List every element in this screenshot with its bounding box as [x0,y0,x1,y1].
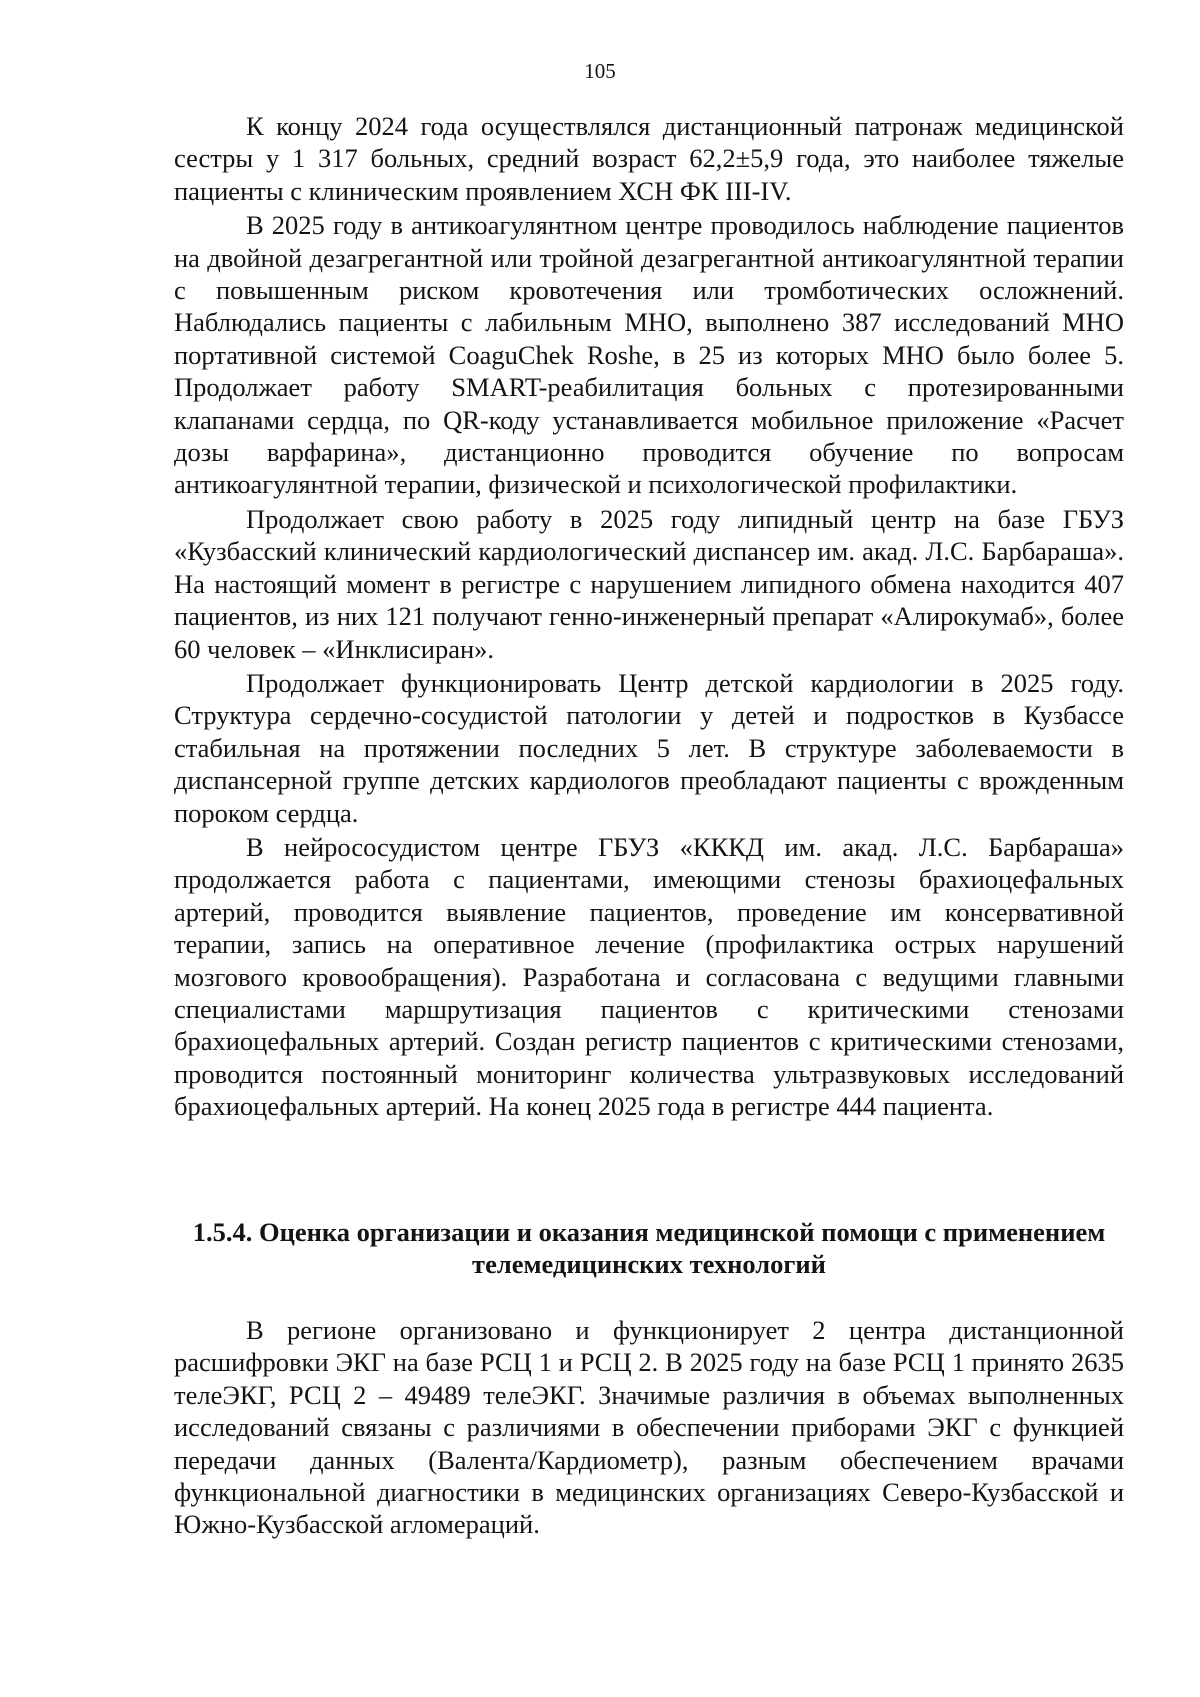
body-text-bottom [174,1314,1124,1541]
paragraph-anticoagulant-center: В 2025 году в антикоагулянтном центре проводилось наблюдение пациентов на двойной дезагрегантной или тройной дезагрегантной антикоагулянтной терапии с повышенным риском кровотечения или тромботических осложнений. Наблюдались пациенты с лабильным МНО, выполнено 387 исследований МНО портативной системой CoaguChek Roshe, в 25 из которых МНО было более 5. Продолжает работу SMART-реабилитация больных с протезированными клапанами сердца, по QR-коду устанавливается мобильное приложение «Расчет дозы варфарина», дистанционно проводится обучение по вопросам антикоагулянтной терапии, физической и психологической профилактики. [174,210,1124,500]
section-heading: 1.5.4. Оценка организации и оказания медицинской помощи с применением телемедицинских технологий [192,1217,1106,1280]
paragraph-lipid-center: Продолжает свою работу в 2025 году липидный центр на базе ГБУЗ «Кузбасский клинический кардиологический диспансер им. акад. Л.С. Барбараша». На настоящий момент в регистре с нарушением липидного обмена находится 407 пациентов, из них 121 получают генно-инженерный препарат «Алирокумаб», более 60 человек – «Инклисиран». [174,503,1124,664]
paragraph-neurovascular-center: В нейрососудистом центре ГБУЗ «КККД им. акад. Л.С. Барбараша» продолжается работа с пациентами, имеющими стенозы брахиоцефальных артерий, проводится выявление пациентов, проведение им консервативной терапии, запись на оперативное лечение (профилактика острых нарушений мозгового кровообращения). Разработана и согласована с ведущими главными специалистами маршрутизация пациентов с критическими стенозами брахиоцефальных артерий. Создан регистр пациентов с критическими стенозами, проводится постоянный мониторинг количества ультразвуковых исследований брахиоцефальных артерий. На конец 2025 года в регистре 444 пациента. [174,831,1124,1122]
paragraph-pediatric-cardiology: Продолжает функционировать Центр детской кардиологии в 2025 году. Структура сердечно-сосудистой патологии у детей и подростков в Кузбассе стабильная на протяжении последних 5 лет. В структуре заболеваемости в диспансерной группе детских кардиологов преобладают пациенты с врожденным пороком сердца. [174,667,1124,828]
paragraph-telemedicine-ecg: В регионе организовано и функционирует 2 центра дистанционной расшифровки ЭКГ на базе РСЦ 1 и РСЦ 2. В 2025 году на базе РСЦ 1 принято 2635 телеЭКГ, РСЦ 2 – 49489 телеЭКГ. Значимые различия в объемах выполненных исследований связаны с различиями в обеспечении приборами ЭКГ с функцией передачи данных (Валента/Кардиометр), разным обеспечением врачами функциональной диагностики в медицинских организациях Северо-Кузбасской и Южно-Кузбасской агломераций. [174,1315,1124,1540]
body-text-top [174,110,1124,1123]
paragraph-remote-nursing: К концу 2024 года осуществлялся дистанционный патронаж медицинской сестры у 1 317 больных, средний возраст 62,2±5,9 года, это наиболее тяжелые пациенты с клиническим проявлением ХСН ФК III-IV. [174,111,1124,206]
page-number: 105 [584,59,616,83]
